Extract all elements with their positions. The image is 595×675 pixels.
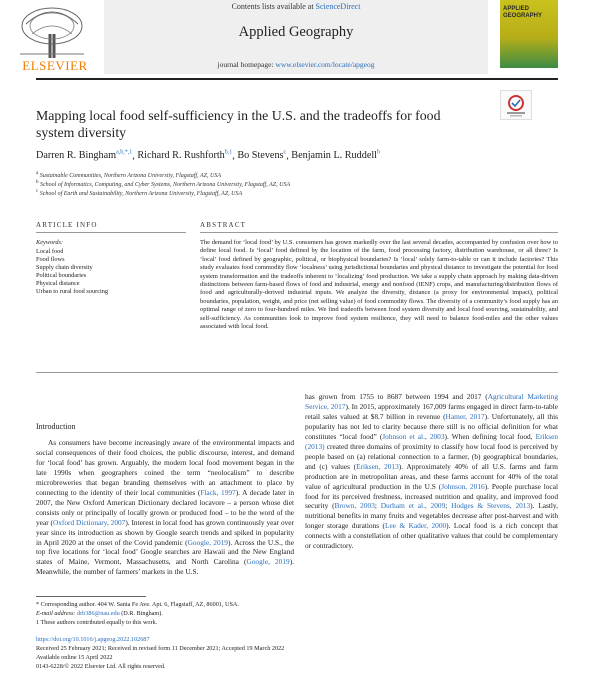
keyword: Physical distance	[36, 280, 80, 287]
received-dates: Received 25 February 2021; Received in revised form 11 December 2021; Accepted 19 March 2022	[36, 645, 285, 652]
citation-link[interactable]: Google, 2019	[246, 557, 290, 567]
citation-link[interactable]: Agricultural Marketing Service, 2017	[305, 392, 558, 411]
check-updates-icon	[501, 91, 531, 119]
check-for-updates-badge[interactable]	[500, 90, 532, 120]
citation-link[interactable]: Eriksen (2013)	[305, 431, 559, 451]
equal-contribution-note: 1 These authors contributed equally to this work.	[36, 619, 158, 626]
citation-link[interactable]: Johnson, 2016	[441, 481, 485, 491]
body-text: ). Across the U.S., the top five locations for ‘local food’ Google searches are Hawaii and the New England states of Maine, Vermont, Massachusetts, and North Carolina (	[36, 537, 294, 567]
article-info-divider	[36, 232, 186, 233]
body-text: ;	[445, 501, 452, 511]
author-1[interactable]: Darren R. Bingham$^{a,b,*,1}$	[36, 150, 133, 162]
body-text: has grown from 1755 to 8687 between 1994 and 2017 (	[305, 392, 488, 401]
author-2[interactable]: Richard R. Rushforth$^{b,1}$	[137, 150, 233, 162]
body-text: ). Interest in local food has grown continuously year over year since its introduction as shown by Google search trends and spiked in popularity in April 2020 at the onset of the Covid pandemic (	[36, 517, 295, 547]
citation-link[interactable]: Google, 2019	[187, 537, 228, 547]
citation-link[interactable]: Oxford Dictionary, 2007	[52, 517, 126, 527]
header-divider	[36, 78, 558, 80]
journal-homepage-link[interactable]: www.elsevier.com/locate/apgeog	[275, 60, 375, 69]
author-list: Darren R. Bingham$^{a,b,*,1}$, Richard R. Rushforth$^{b,1}$, Bo Stevens$^c$, Benjamin L. Ruddell$^b$	[36, 150, 381, 162]
elsevier-logo[interactable]	[4, 4, 98, 72]
keyword: Food flows	[36, 256, 65, 263]
introduction-column-2	[305, 392, 558, 551]
abstract-heading: ABSTRACT	[200, 221, 247, 229]
body-text: ). When defining local food,	[444, 431, 536, 441]
keyword: Urban to rural food sourcing	[36, 288, 109, 295]
introduction-column-1	[36, 438, 294, 577]
keyword: Supply chain diversity	[36, 264, 93, 271]
body-text: As consumers have become increasingly aware of the environmental impacts and social consequences of their food choices, the public discourse, interest, and demand for ‘local food’ has grown. Arguably, the modern local food movement began in the late 1990s when geographers coined the term “neolocalism” to describe microbreweries that began branding themselves with an attachment to place by connecting to the identity of their local communities (	[36, 438, 294, 497]
body-text: created three domains of proximity to classify how local food is perceived by people based on (a) relational connection to a farmer, (b) geographical boundaries, and (c) values (	[305, 441, 558, 471]
citation-link[interactable]: Brown, 2003	[334, 501, 375, 511]
affiliation-a: $^a$ Sustainable Communities, Northern Arizona University, Flagstaff, AZ, USA	[36, 171, 222, 179]
body-text: ). People purchase local food for its perceived freshness, increased nutrition and quality, and improved food security (	[305, 481, 558, 511]
doi-link[interactable]: https://doi.org/10.1016/j.apgeog.2022.102687	[36, 636, 150, 643]
article-title: Mapping local food self-sufficiency in the U.S. and the tradeoffs for food system diversity	[36, 108, 441, 140]
citation-link[interactable]: Durham et al., 2009	[380, 501, 446, 511]
email-note: E-mail address: drb386@nau.edu (D.R. Bingham).	[36, 610, 163, 617]
body-text: ). Unfortunately, all this popularity has not led to clarity because there still is no official definition for what constitutes “local food” (	[305, 411, 558, 441]
introduction-heading: Introduction	[36, 422, 76, 431]
citation-link[interactable]: Johnson et al., 2003	[382, 431, 445, 441]
journal-title: Applied Geography	[238, 24, 354, 40]
article-info-heading: ARTICLE INFO	[36, 221, 98, 229]
body-text: ;	[374, 501, 381, 511]
journal-banner	[104, 0, 488, 74]
body-text: ). In 2015, approximately 167,009 farms engaged in direct farm-to-table retail sales valued at $8.7 billion in revenue (	[305, 401, 558, 421]
body-text: ). Local food is a rich concept that connects with a constellation of other qualitative values that could be complementary or contradictory.	[305, 521, 558, 551]
keyword: Political boundaries	[36, 272, 87, 279]
footnote-divider	[36, 596, 146, 597]
publisher-name: ELSEVIER	[22, 58, 88, 73]
elsevier-tree-icon	[14, 4, 90, 58]
journal-homepage: journal homepage: www.elsevier.com/locate/apgeog	[217, 60, 375, 69]
citation-link[interactable]: Flack, 1997	[200, 487, 236, 497]
affiliation-c: $^c$ School of Earth and Sustainability, Northern Arizona University, Flagstaff, AZ, USA	[36, 189, 243, 197]
citation-link[interactable]: Hamer, 2017	[445, 411, 485, 421]
journal-header	[0, 0, 595, 82]
keywords-label: Keywords:	[36, 239, 64, 246]
citation-link[interactable]: Hodges & Stevens, 2013	[451, 501, 531, 511]
keyword: Local food	[36, 248, 64, 255]
author-4[interactable]: Benjamin L. Ruddell$^b$	[291, 150, 381, 162]
body-text: ). Approximately 40% of all U.S. farms and farm production are in metropolitan areas, and these farms account for 40% of the total value of agricultural production in the U.S (	[305, 461, 558, 491]
abstract-text: The demand for ‘local food’ by U.S. consumers has grown markedly over the last several decades, accompanied by confusion over how to define local food. Is ‘local’ food defined by the location of the farm, food processing factory, distribution warehouse, or all three? Is ‘local’ food defined by geographic, political, or biophysical boundaries? Is ‘local’ solely farm-to-table or can it include factories? This study evaluates food commodity flow ‘localness’ using jurisdictional boundaries and physical distance to investigate the potential for food system transformation and the tradeoffs inherent to ‘localizing’ food production. We take a supply chain approach by making data-driven distinctions between farm-based flows of food and industrial, energy and nonfood (IENF) crops, and manufacturing/distribution flows of food and agriculturally-derived industrial inputs. We analyze the diversity, distance (a proxy for environmental impact), political boundaries, population, weight, and price (net selling value) of food commodity flows. The diversity of a community’s food supply has an optimal range of zero to four-hundred miles. We find tradeoffs between food system diversity and local food sourcing, sustainability, and self-sufficiency. As communities look to improve food system resilience, they will need to balance food-miles and the other values associated with local food.	[200, 239, 558, 331]
contents-line: Contents lists available at ScienceDirect	[231, 2, 361, 11]
email-link[interactable]: drb386@nau.edu	[77, 610, 120, 617]
body-text: ). Lastly, nutritional benefits in many fruits and vegetables decrease after post-harvest and with longer storage durations (	[305, 501, 558, 531]
copyright: 0143-6228/© 2022 Elsevier Ltd. All rights reserved.	[36, 663, 166, 670]
citation-link[interactable]: Lee & Kader, 2000	[385, 521, 447, 531]
corresponding-author-note: * Corresponding author. 404 W. Santa Fe Ave. Apt. 6, Flagstaff, AZ, 86001, USA.	[36, 601, 239, 608]
citation-link[interactable]: Eriksen, 2013	[356, 461, 399, 471]
journal-cover[interactable]	[500, 0, 558, 68]
body-text: ). Meanwhile, the number of farmers’ markets in the U.S.	[36, 557, 294, 577]
cover-title: APPLIED GEOGRAPHY	[503, 6, 543, 19]
author-3[interactable]: Bo Stevens$^c$	[237, 150, 287, 162]
available-online: Available online 15 April 2022	[36, 654, 113, 661]
sciencedirect-link[interactable]: ScienceDirect	[315, 2, 361, 11]
body-text: ). A decade later in 2007, the New Oxford American Dictionary declared locavore – a person whose diet consists only or principally of locally grown or produced food – to be the word of the year (	[36, 487, 294, 527]
abstract-bottom-divider	[36, 372, 558, 373]
affiliation-b: $^b$ School of Informatics, Computing, and Cyber Systems, Northern Arizona University, Flagstaff, AZ, USA	[36, 180, 291, 188]
abstract-divider	[200, 232, 558, 233]
